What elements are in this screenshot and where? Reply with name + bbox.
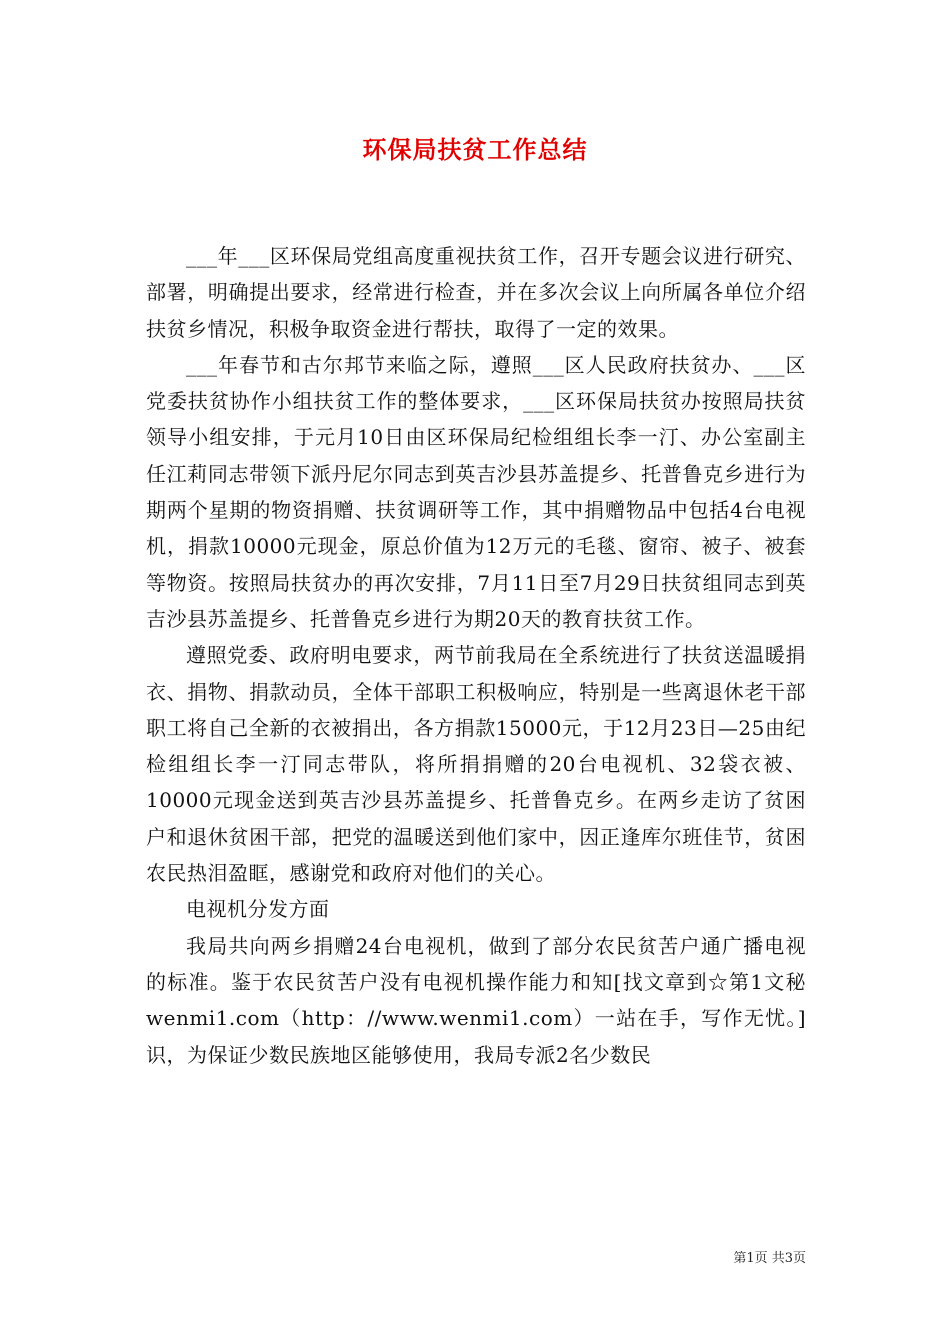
paragraph-4: 我局共向两乡捐赠24台电视机，做到了部分农民贫苦户通广播电视的标准。鉴于农民贫苦户没有电视机操作能力和知[找文章到☆第1文秘wenmi1.com（http：//www.wenmi1.com）一站在手，写作无忧。]识，为保证少数民族地区能够使用，我局专派2名少数民 (146, 933, 806, 1067)
paragraph-2: ___年春节和古尔邦节来临之际，遵照___区人民政府扶贫办、___区党委扶贫协作小组扶贫工作的整体要求，___区环保局扶贫办按照局扶贫领导小组安排，于元月10日由区环保局纪检组组长李一汀、办公室副主任江莉同志带领下派丹尼尔同志到英吉沙县苏盖提乡、托普鲁克乡进行为期两个星期的物资捐赠、扶贫调研等工作，其中捐赠物品中包括4台电视机，捐款10000元现金，原总价值为12万元的毛毯、窗帘、被子、被套等物资。按照局扶贫办的再次安排，7月11日至7月29日扶贫组同志到英吉沙县苏盖提乡、托普鲁克乡进行为期20天的教育扶贫工作。 (146, 352, 806, 631)
paragraph-1: ___年___区环保局党组高度重视扶贫工作，召开专题会议进行研究、部署，明确提出要求，经常进行检查，并在多次会议上向所属各单位介绍扶贫乡情况，积极争取资金进行帮扶，取得了一定的效果。 (146, 244, 806, 341)
document-body (146, 238, 806, 1073)
paragraph-3: 遵照党委、政府明电要求，两节前我局在全系统进行了扶贫送温暖捐衣、捐物、捐款动员，全体干部职工积极响应，特别是一些离退休老干部职工将自己全新的衣被捐出，各方捐款15000元，于12月23日—25由纪检组组长李一汀同志带队，将所捐捐赠的20台电视机、32袋衣被、10000元现金送到英吉沙县苏盖提乡、托普鲁克乡。在两乡走访了贫困户和退休贫困干部，把党的温暖送到他们家中，因正逢库尔班佳节，贫困农民热泪盈眶，感谢党和政府对他们的关心。 (146, 643, 806, 886)
section-heading-tv-distribution: 电视机分发方面 (186, 897, 330, 922)
document-title: 环保局扶贫工作总结 (362, 136, 588, 164)
page-number-footer: 第1页 共3页 (733, 1251, 806, 1266)
